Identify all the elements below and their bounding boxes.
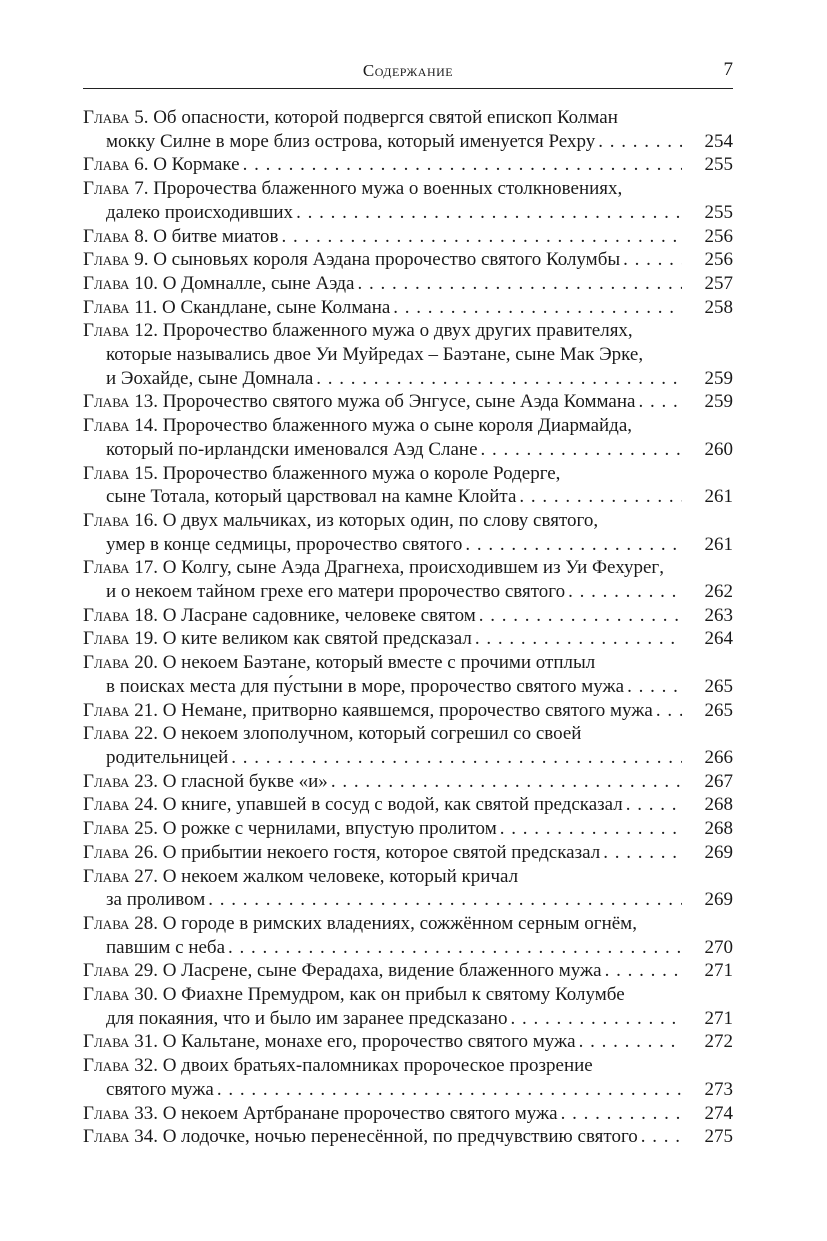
- chapter-label: Глава: [83, 272, 130, 294]
- chapter-title-text: О Кормаке: [153, 154, 240, 176]
- toc-entry-line: [83, 556, 733, 580]
- chapter-title-text: за проливом: [106, 889, 206, 911]
- toc-entry-line: [83, 390, 733, 414]
- toc-entry: [83, 272, 733, 296]
- page-number: 255: [704, 154, 733, 176]
- toc-entry-line: [83, 533, 733, 557]
- chapter-number: 30.: [134, 984, 158, 1006]
- chapter-title-text: и о некоем тайном грехе его матери пророчество святого: [106, 581, 566, 603]
- page-number: 265: [704, 675, 733, 697]
- dot-leader: [331, 770, 682, 794]
- toc-entry-line: [83, 793, 733, 817]
- toc-entry-line: [83, 1007, 733, 1031]
- chapter-title-text: О Кальтане, монахе его, пророчество святого мужа: [162, 1031, 576, 1053]
- toc-entry: [83, 248, 733, 272]
- page-number: 269: [704, 889, 733, 911]
- chapter-number: 26.: [134, 841, 158, 863]
- chapter-number: 34.: [134, 1126, 158, 1148]
- toc-entry-line: [83, 414, 733, 438]
- toc-entry-line: [83, 462, 733, 486]
- toc-entry-line: [83, 936, 733, 960]
- toc-entry: [83, 604, 733, 628]
- chapter-title-text: святого мужа: [106, 1078, 214, 1100]
- chapter-title-text: которые назывались двое Уи Муйредах – Баэтане, сыне Мак Эрке,: [106, 344, 644, 366]
- chapter-number: 12.: [134, 320, 158, 342]
- dot-leader: [603, 841, 682, 865]
- chapter-label: Глава: [83, 723, 130, 745]
- dot-leader: [231, 746, 682, 770]
- toc-entry-line: [83, 319, 733, 343]
- running-header: [83, 56, 733, 89]
- chapter-title-text: далеко происходивших: [106, 201, 294, 223]
- chapter-number: 16.: [134, 509, 158, 531]
- toc-entry-line: [83, 201, 733, 225]
- dot-leader: [638, 390, 682, 414]
- toc-entry: [83, 627, 733, 651]
- chapter-title-text: О Ласрене, сыне Ферадаха, видение блаженного мужа: [162, 960, 602, 982]
- chapter-label: Глава: [83, 462, 130, 484]
- dot-leader: [393, 296, 682, 320]
- chapter-title-text: О сыновьях короля Аэдана пророчество святого Колумбы: [153, 249, 621, 271]
- chapter-title-text: Пророчество блаженного мужа о сыне короля Диармайда,: [162, 415, 633, 437]
- dot-leader: [243, 153, 682, 177]
- chapter-title-text: О рожке с чернилами, впустую пролитом: [162, 818, 497, 840]
- toc-entry-line: [83, 367, 733, 391]
- toc-entry-line: [83, 841, 733, 865]
- dot-leader: [228, 936, 682, 960]
- chapter-number: 10.: [134, 272, 158, 294]
- chapter-number: 28.: [134, 912, 158, 934]
- chapter-number: 33.: [134, 1102, 158, 1124]
- chapter-label: Глава: [83, 818, 130, 840]
- dot-leader: [208, 888, 682, 912]
- page-number: 261: [704, 533, 733, 555]
- toc-entry: [83, 699, 733, 723]
- toc-entry-line: [83, 153, 733, 177]
- toc-entry-line: [83, 865, 733, 889]
- chapter-title-text: О Домналле, сыне Аэда: [162, 272, 355, 294]
- chapter-label: Глава: [83, 1055, 130, 1077]
- chapter-number: 14.: [134, 415, 158, 437]
- dot-leader: [561, 1102, 682, 1126]
- page-number: 269: [704, 841, 733, 863]
- chapter-number: 23.: [134, 770, 158, 792]
- dot-leader: [475, 627, 682, 651]
- chapter-label: Глава: [83, 912, 130, 934]
- page-number: 259: [704, 367, 733, 389]
- chapter-number: 22.: [134, 723, 158, 745]
- chapter-label: Глава: [83, 415, 130, 437]
- chapter-title-text: сыне Тотала, который царствовал на камне Клойта: [106, 486, 517, 508]
- page-number: 256: [704, 225, 733, 247]
- chapter-number: 5.: [134, 107, 149, 128]
- chapter-number: 8.: [134, 225, 149, 247]
- toc-entry-line: [83, 627, 733, 651]
- toc-entry: [83, 1125, 733, 1149]
- toc-entry: [83, 177, 733, 224]
- toc-entry: [83, 225, 733, 249]
- chapter-number: 19.: [134, 628, 158, 650]
- toc-entry-line: [83, 485, 733, 509]
- chapter-title-text: и Эохайде, сыне Домнала: [106, 367, 314, 389]
- chapter-title-text: павшим с неба: [106, 936, 226, 958]
- dot-leader: [296, 201, 682, 225]
- dot-leader: [641, 1125, 682, 1149]
- toc-entry-line: [83, 1078, 733, 1102]
- page-number: 263: [704, 604, 733, 626]
- chapter-title-text: О лодочке, ночью перенесённой, по предчувствию святого: [162, 1126, 638, 1148]
- chapter-label: Глава: [83, 628, 130, 650]
- chapter-label: Глава: [83, 865, 130, 887]
- chapter-title-text: О битве миатов: [153, 225, 279, 247]
- dot-leader: [316, 367, 682, 391]
- page-number: 255: [704, 201, 733, 223]
- dot-leader: [510, 1007, 682, 1031]
- toc-entry: [83, 106, 733, 153]
- chapter-title-text: Пророчество святого мужа об Энгусе, сыне Аэда Коммана: [162, 391, 636, 413]
- table-of-contents: [83, 106, 733, 1149]
- page-number: 272: [704, 1031, 733, 1053]
- toc-entry-line: [83, 106, 733, 130]
- page-number: 256: [704, 249, 733, 271]
- dot-leader: [623, 248, 682, 272]
- chapter-label: Глава: [83, 178, 130, 200]
- toc-entry: [83, 319, 733, 390]
- toc-entry: [83, 651, 733, 698]
- toc-entry: [83, 1102, 733, 1126]
- page-number: 254: [704, 130, 733, 152]
- chapter-number: 18.: [134, 604, 158, 626]
- chapter-number: 20.: [134, 652, 158, 674]
- toc-entry-line: [83, 888, 733, 912]
- chapter-label: Глава: [83, 249, 130, 271]
- dot-leader: [519, 485, 682, 509]
- toc-entry-line: [83, 580, 733, 604]
- chapter-title-text: который по-ирландски именовался Аэд Слане: [106, 438, 478, 460]
- dot-leader: [626, 793, 682, 817]
- chapter-title-text: родительницей: [106, 746, 229, 768]
- toc-entry-line: [83, 1030, 733, 1054]
- toc-entry-line: [83, 912, 733, 936]
- dot-leader: [217, 1078, 682, 1102]
- chapter-title-text: О книге, упавшей в сосуд с водой, как святой предсказал: [162, 794, 623, 816]
- toc-entry-line: [83, 746, 733, 770]
- toc-entry: [83, 959, 733, 983]
- toc-entry: [83, 770, 733, 794]
- chapter-title-text: О некоем злополучном, который согрешил со своей: [162, 723, 582, 745]
- chapter-title-text: О Ласране садовнике, человеке святом: [162, 604, 476, 626]
- chapter-label: Глава: [83, 1102, 130, 1124]
- chapter-title-text: О Фиахне Премудром, как он прибыл к святому Колумбе: [162, 984, 625, 1006]
- toc-entry-line: [83, 1102, 733, 1126]
- chapter-number: 17.: [134, 557, 158, 579]
- toc-entry-line: [83, 438, 733, 462]
- toc-entry: [83, 414, 733, 461]
- chapter-number: 9.: [134, 249, 149, 271]
- toc-entry: [83, 722, 733, 769]
- page-number: 262: [704, 581, 733, 603]
- dot-leader: [282, 225, 683, 249]
- chapter-label: Глава: [83, 794, 130, 816]
- dot-leader: [627, 675, 682, 699]
- header-page-number: 7: [723, 59, 733, 80]
- chapter-title-text: в поисках места для пу́стыни в море, пророчество святого мужа: [106, 675, 625, 697]
- chapter-title-text: мокку Силне в море близ острова, который именуется Рехру: [106, 130, 596, 152]
- chapter-title-text: О прибытии некоего гостя, которое святой предсказал: [162, 841, 601, 863]
- page-number: 261: [704, 486, 733, 508]
- chapter-label: Глава: [83, 699, 130, 721]
- dot-leader: [605, 959, 682, 983]
- chapter-label: Глава: [83, 225, 130, 247]
- page-number: 271: [704, 960, 733, 982]
- chapter-label: Глава: [83, 391, 130, 413]
- chapter-title-text: О некоем Артбранане пророчество святого мужа: [162, 1102, 558, 1124]
- toc-entry: [83, 462, 733, 509]
- chapter-label: Глава: [83, 320, 130, 342]
- toc-entry-line: [83, 343, 733, 367]
- page-number: 267: [704, 770, 733, 792]
- chapter-title-text: О двух мальчиках, из которых один, по слову святого,: [162, 509, 599, 531]
- chapter-title-text: Пророчества блаженного мужа о военных столкновениях,: [153, 178, 623, 200]
- header-title: Содержание: [362, 61, 454, 80]
- toc-entry: [83, 983, 733, 1030]
- toc-entry: [83, 153, 733, 177]
- chapter-label: Глава: [83, 1126, 130, 1148]
- chapter-number: 6.: [134, 154, 149, 176]
- chapter-label: Глава: [83, 652, 130, 674]
- chapter-title-text: О Скандлане, сыне Колмана: [161, 296, 391, 318]
- toc-entry-line: [83, 651, 733, 675]
- chapter-title-text: О ките великом как святой предсказал: [162, 628, 472, 650]
- toc-entry-line: [83, 817, 733, 841]
- chapter-number: 21.: [134, 699, 158, 721]
- chapter-number: 13.: [134, 391, 158, 413]
- chapter-label: Глава: [83, 557, 130, 579]
- page-number: 264: [704, 628, 733, 650]
- chapter-title-text: Пророчество блаженного мужа о короле Родерге,: [162, 462, 561, 484]
- toc-entry-line: [83, 959, 733, 983]
- toc-entry: [83, 390, 733, 414]
- toc-entry-line: [83, 296, 733, 320]
- toc-entry-line: [83, 225, 733, 249]
- chapter-number: 27.: [134, 865, 158, 887]
- chapter-title-text: Пророчество блаженного мужа о двух других правителях,: [162, 320, 633, 342]
- page-number: 268: [704, 818, 733, 840]
- chapter-label: Глава: [83, 960, 130, 982]
- page-number: 258: [704, 296, 733, 318]
- toc-entry: [83, 841, 733, 865]
- toc-entry-line: [83, 248, 733, 272]
- toc-entry-line: [83, 604, 733, 628]
- chapter-label: Глава: [83, 770, 130, 792]
- chapter-title-text: Об опасности, которой подвергся святой епископ Колман: [153, 107, 618, 128]
- chapter-label: Глава: [83, 154, 130, 176]
- dot-leader: [481, 438, 682, 462]
- toc-entry-line: [83, 272, 733, 296]
- toc-entry: [83, 296, 733, 320]
- toc-entry-line: [83, 770, 733, 794]
- chapter-number: 31.: [134, 1031, 158, 1053]
- chapter-label: Глава: [83, 296, 130, 318]
- toc-entry-line: [83, 1054, 733, 1078]
- chapter-number: 29.: [134, 960, 158, 982]
- chapter-label: Глава: [83, 107, 130, 128]
- toc-entry: [83, 1030, 733, 1054]
- chapter-title-text: умер в конце седмицы, пророчество святого: [106, 533, 463, 555]
- page-number: 270: [704, 936, 733, 958]
- chapter-title-text: О Немане, притворно каявшемся, пророчество святого мужа: [162, 699, 653, 721]
- page-number: 265: [704, 699, 733, 721]
- toc-entry-line: [83, 130, 733, 154]
- chapter-title-text: О двоих братьях-паломниках пророческое прозрение: [162, 1055, 593, 1077]
- page-number: 268: [704, 794, 733, 816]
- dot-leader: [479, 604, 682, 628]
- dot-leader: [500, 817, 682, 841]
- chapter-label: Глава: [83, 1031, 130, 1053]
- dot-leader: [358, 272, 683, 296]
- dot-leader: [465, 533, 682, 557]
- page-number: 273: [704, 1078, 733, 1100]
- chapter-number: 24.: [134, 794, 158, 816]
- dot-leader: [656, 699, 682, 723]
- chapter-number: 7.: [134, 178, 149, 200]
- dot-leader: [579, 1030, 682, 1054]
- chapter-label: Глава: [83, 841, 130, 863]
- chapter-title-text: О некоем жалком человеке, который кричал: [162, 865, 519, 887]
- chapter-title-text: О некоем Баэтане, который вместе с прочими отплыл: [162, 652, 596, 674]
- page-number: 260: [704, 438, 733, 460]
- toc-entry: [83, 793, 733, 817]
- page-number: 257: [704, 272, 733, 294]
- page-number: 275: [704, 1126, 733, 1148]
- toc-entry: [83, 912, 733, 959]
- toc-entry: [83, 556, 733, 603]
- chapter-title-text: для покаяния, что и было им заранее предсказано: [106, 1007, 508, 1029]
- page-number: 274: [704, 1102, 733, 1124]
- dot-leader: [598, 130, 682, 154]
- dot-leader: [568, 580, 682, 604]
- chapter-title-text: О Колгу, сыне Аэда Драгнеха, происходившем из Уи Фехуреᴦ,: [162, 557, 664, 579]
- toc-entry-line: [83, 722, 733, 746]
- chapter-number: 25.: [134, 818, 158, 840]
- toc-entry: [83, 509, 733, 556]
- chapter-title-text: О гласной букве «и»: [162, 770, 328, 792]
- chapter-number: 15.: [134, 462, 158, 484]
- toc-entry-line: [83, 983, 733, 1007]
- toc-entry-line: [83, 1125, 733, 1149]
- chapter-number: 11.: [134, 296, 158, 318]
- chapter-label: Глава: [83, 604, 130, 626]
- page-number: 266: [704, 746, 733, 768]
- toc-entry-line: [83, 699, 733, 723]
- toc-entry: [83, 1054, 733, 1101]
- chapter-label: Глава: [83, 509, 130, 531]
- page-number: 271: [704, 1007, 733, 1029]
- toc-entry-line: [83, 177, 733, 201]
- page-number: 259: [704, 391, 733, 413]
- toc-entry-line: [83, 509, 733, 533]
- toc-entry-line: [83, 675, 733, 699]
- chapter-number: 32.: [134, 1055, 158, 1077]
- toc-entry: [83, 817, 733, 841]
- chapter-label: Глава: [83, 984, 130, 1006]
- toc-entry: [83, 865, 733, 912]
- chapter-title-text: О городе в римских владениях, сожжённом серным огнём,: [162, 912, 637, 934]
